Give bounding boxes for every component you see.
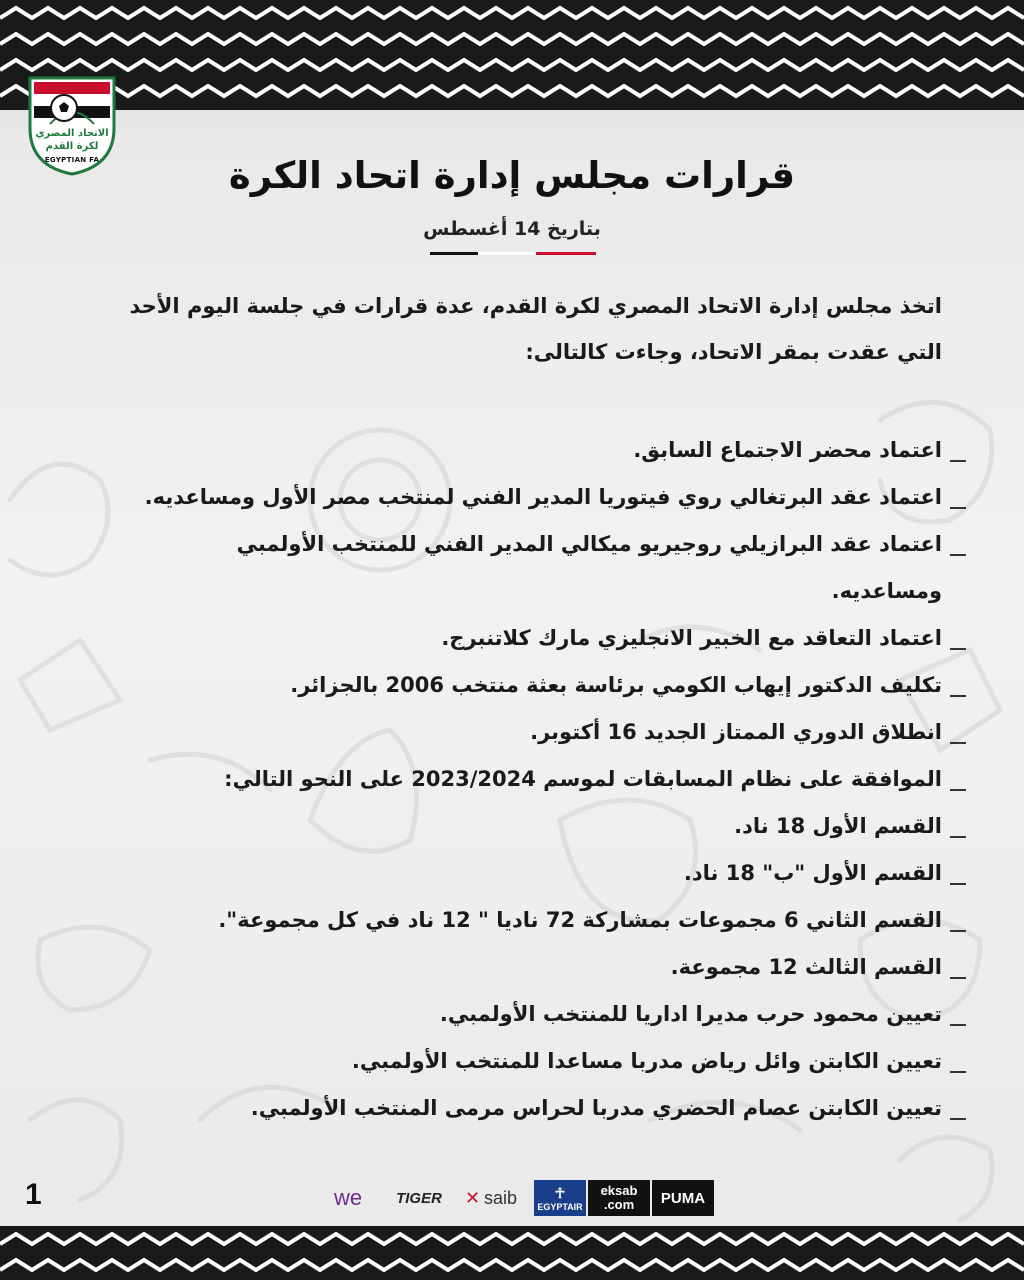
bullet-dash-icon: [950, 977, 966, 979]
top-zigzag-pattern: [0, 0, 1024, 128]
decision-item: القسم الثالث 12 مجموعة.: [670, 955, 942, 979]
sponsor-egyptair-text: EGYPTAIR: [537, 1201, 583, 1212]
bullet-dash-icon: [950, 648, 966, 650]
sponsor-eksab-logo: [588, 1180, 650, 1216]
decision-item: اعتماد التعاقد مع الخبير الانجليزي مارك كلاتنبرج.: [441, 626, 942, 650]
decision-item: اعتماد عقد البرازيلي روجيريو ميكالي المدير الفني للمنتخب الأولمبي: [236, 532, 942, 556]
bullet-dash-icon: [950, 507, 966, 509]
sponsor-eksab-line1: eksab: [600, 1183, 638, 1199]
decision-item: اعتماد محضر الاجتماع السابق.: [633, 438, 942, 462]
decision-item: تعيين محمود حرب مديرا اداريا للمنتخب الأولمبي.: [439, 1002, 942, 1026]
egyptair-horus-icon: ☥: [554, 1184, 566, 1201]
decision-item: القسم الأول "ب" 18 ناد.: [683, 861, 942, 885]
logo-arabic-line1: الاتحاد المصري: [35, 128, 109, 139]
bullet-dash-icon: [950, 1024, 966, 1026]
decision-item: تكليف الدكتور إيهاب الكومي برئاسة بعثة منتخب 2006 بالجزائر.: [290, 673, 942, 697]
decision-item: تعيين الكابتن وائل رياض مدربا مساعدا للمنتخب الأولمبي.: [351, 1049, 942, 1073]
sponsor-we-text: we: [333, 1185, 363, 1210]
bullet-dash-icon: [950, 554, 966, 556]
decision-item: الموافقة على نظام المسابقات لموسم 2023/2024 على النحو التالي:: [224, 767, 942, 791]
bullet-dash-icon: [950, 695, 966, 697]
bullet-dash-icon: [950, 789, 966, 791]
sponsor-we-logo: [316, 1180, 380, 1216]
decision-item: القسم الثاني 6 مجموعات بمشاركة 72 ناديا " 12 ناد في كل مجموعة".: [218, 908, 942, 932]
sponsor-saib-text: saib: [484, 1187, 518, 1208]
decision-item: ومساعديه.: [831, 579, 942, 603]
sponsor-eksab-line2: .com: [603, 1197, 635, 1212]
saib-icon: ✕: [464, 1187, 481, 1208]
logo-english: EGYPTIAN FA: [44, 156, 100, 164]
sponsor-puma-text: PUMA: [660, 1189, 706, 1207]
flag-line-white: [478, 252, 536, 255]
flag-line-black: [430, 252, 478, 255]
intro-line-2: التي عقدت بمقر الاتحاد، وجاءت كالتالى:: [525, 340, 942, 364]
sponsor-egyptair-logo: [534, 1180, 586, 1216]
bullet-dash-icon: [950, 836, 966, 838]
date-subtitle: بتاريخ 14 أغسطس: [423, 218, 601, 240]
intro-line-1: اتخذ مجلس إدارة الاتحاد المصري لكرة القدم، عدة قرارات في جلسة اليوم الأحد: [129, 294, 942, 318]
flag-line-red: [536, 252, 596, 255]
bullet-dash-icon: [950, 742, 966, 744]
sponsor-puma-logo: [652, 1180, 714, 1216]
bottom-zigzag-pattern: [0, 1226, 1024, 1280]
bullet-dash-icon: [950, 1118, 966, 1120]
bullet-dash-icon: [950, 883, 966, 885]
sponsor-saib-logo: [456, 1180, 526, 1216]
page-title: قرارات مجلس إدارة اتحاد الكرة: [228, 154, 796, 197]
decision-item: القسم الأول 18 ناد.: [734, 814, 942, 838]
logo-arabic-line2: لكرة القدم: [45, 141, 99, 152]
sponsor-tiger-text: TIGER: [396, 1189, 442, 1207]
decision-item: اعتماد عقد البرتغالي روي فيتوريا المدير الفني لمنتخب مصر الأول ومساعديه.: [144, 485, 942, 509]
bullet-dash-icon: [950, 460, 966, 462]
decision-item: انطلاق الدوري الممتاز الجديد 16 أكتوبر.: [530, 720, 942, 744]
decision-item: تعيين الكابتن عصام الحضري مدربا لحراس مرمى المنتخب الأولمبي.: [250, 1096, 942, 1120]
sponsor-tiger-logo: [390, 1180, 448, 1216]
bullet-dash-icon: [950, 1071, 966, 1073]
bullet-dash-icon: [950, 930, 966, 932]
page-number: 1: [25, 1178, 42, 1211]
